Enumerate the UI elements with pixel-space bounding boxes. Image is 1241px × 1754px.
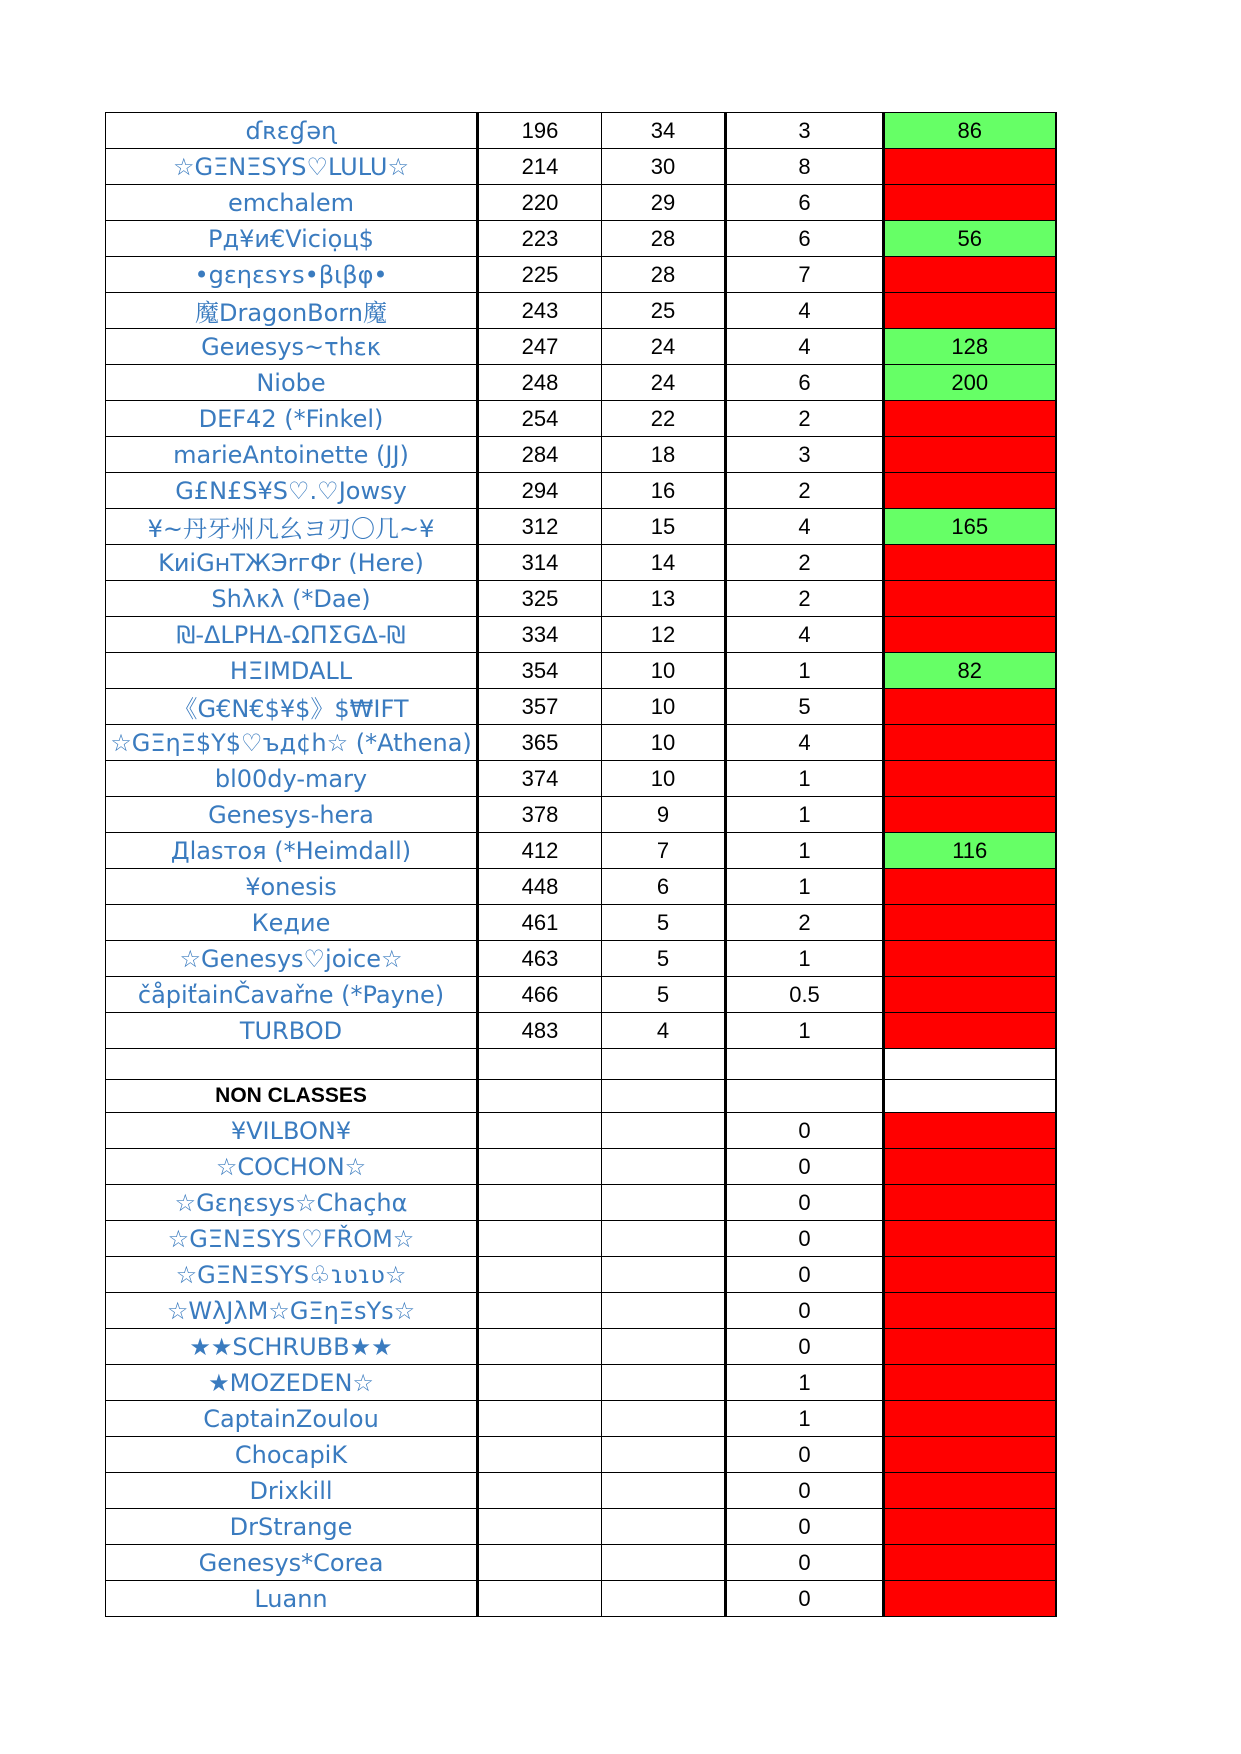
player-name: ☆GΞηΞ$Y$♡ъд¢h☆ (*Athena) bbox=[106, 725, 478, 761]
empty-cell bbox=[478, 1257, 602, 1293]
empty-cell bbox=[478, 1437, 602, 1473]
table-row bbox=[106, 725, 1056, 761]
rank-value: 365 bbox=[478, 725, 602, 761]
player-name: Luann bbox=[106, 1581, 478, 1617]
table-row bbox=[106, 905, 1056, 941]
table-row bbox=[106, 1437, 1056, 1473]
table-row bbox=[106, 509, 1056, 545]
score-cell bbox=[884, 905, 1056, 941]
score-cell bbox=[884, 1329, 1056, 1365]
empty-cell bbox=[602, 1293, 726, 1329]
player-name: ☆Genesys♡joice☆ bbox=[106, 941, 478, 977]
rank-value: 412 bbox=[478, 833, 602, 869]
table-row bbox=[106, 293, 1056, 329]
table-row bbox=[106, 401, 1056, 437]
score-cell bbox=[884, 1257, 1056, 1293]
table-row bbox=[106, 437, 1056, 473]
score-cell bbox=[884, 617, 1056, 653]
empty-cell bbox=[602, 1437, 726, 1473]
count-value: 1 bbox=[726, 833, 884, 869]
games-value: 18 bbox=[602, 437, 726, 473]
score-cell bbox=[884, 941, 1056, 977]
empty-cell bbox=[726, 1080, 884, 1113]
table-row bbox=[106, 185, 1056, 221]
score-cell bbox=[884, 257, 1056, 293]
player-name: ɗʀɛɠǝɳ bbox=[106, 113, 478, 149]
spacer-row bbox=[106, 1049, 1056, 1080]
games-value: 24 bbox=[602, 329, 726, 365]
score-cell bbox=[884, 1401, 1056, 1437]
games-value: 6 bbox=[602, 869, 726, 905]
player-name: HΞIMDALL bbox=[106, 653, 478, 689]
table-row bbox=[106, 1185, 1056, 1221]
score-cell bbox=[884, 437, 1056, 473]
empty-cell bbox=[602, 1185, 726, 1221]
games-value: 14 bbox=[602, 545, 726, 581]
count-value: 2 bbox=[726, 581, 884, 617]
count-value: 4 bbox=[726, 329, 884, 365]
table-row bbox=[106, 149, 1056, 185]
table-row bbox=[106, 1329, 1056, 1365]
rank-value: 247 bbox=[478, 329, 602, 365]
empty-cell bbox=[602, 1080, 726, 1113]
player-name: ChocapiK bbox=[106, 1437, 478, 1473]
score-cell bbox=[884, 149, 1056, 185]
games-value: 16 bbox=[602, 473, 726, 509]
rank-value: 483 bbox=[478, 1013, 602, 1049]
ranking-table bbox=[105, 112, 1057, 1617]
score-cell: 128 bbox=[884, 329, 1056, 365]
player-name: čåpiťainČavařne (*Payne) bbox=[106, 977, 478, 1013]
rank-value: 254 bbox=[478, 401, 602, 437]
player-name: Niobe bbox=[106, 365, 478, 401]
empty-cell bbox=[602, 1329, 726, 1365]
rank-value: 448 bbox=[478, 869, 602, 905]
table-row bbox=[106, 1113, 1056, 1149]
table-row bbox=[106, 1365, 1056, 1401]
section-label: NON CLASSES bbox=[106, 1080, 478, 1113]
score-cell bbox=[884, 761, 1056, 797]
table-row bbox=[106, 653, 1056, 689]
rank-value: 225 bbox=[478, 257, 602, 293]
rank-value: 334 bbox=[478, 617, 602, 653]
games-value: 25 bbox=[602, 293, 726, 329]
games-value: 34 bbox=[602, 113, 726, 149]
player-name: 《G€N€$¥$》$₩IFT bbox=[106, 689, 478, 725]
score-cell: 86 bbox=[884, 113, 1056, 149]
player-name: ★★SCHRUBB★★ bbox=[106, 1329, 478, 1365]
table-row bbox=[106, 1013, 1056, 1049]
empty-cell bbox=[478, 1581, 602, 1617]
empty-cell bbox=[478, 1185, 602, 1221]
empty-cell bbox=[602, 1149, 726, 1185]
player-name: Кедие bbox=[106, 905, 478, 941]
player-name: KиiGнTЖЭrгФr (Here) bbox=[106, 545, 478, 581]
count-value: 0 bbox=[726, 1437, 884, 1473]
count-value: 1 bbox=[726, 941, 884, 977]
games-value: 10 bbox=[602, 725, 726, 761]
table-row bbox=[106, 617, 1056, 653]
count-value: 0 bbox=[726, 1545, 884, 1581]
count-value: 6 bbox=[726, 365, 884, 401]
empty-cell bbox=[726, 1049, 884, 1080]
table-row bbox=[106, 1149, 1056, 1185]
table-row bbox=[106, 833, 1056, 869]
count-value: 1 bbox=[726, 761, 884, 797]
count-value: 0 bbox=[726, 1221, 884, 1257]
count-value: 1 bbox=[726, 1401, 884, 1437]
player-name: Pд¥и€Viciọц$ bbox=[106, 221, 478, 257]
empty-cell bbox=[602, 1049, 726, 1080]
player-name: ¥~丹牙州凡幺ヨ刃〇几~¥ bbox=[106, 509, 478, 545]
score-cell bbox=[884, 1221, 1056, 1257]
count-value: 1 bbox=[726, 1013, 884, 1049]
score-cell bbox=[884, 581, 1056, 617]
table-row bbox=[106, 257, 1056, 293]
player-name: Geиesys~τhεκ bbox=[106, 329, 478, 365]
games-value: 5 bbox=[602, 977, 726, 1013]
table-row bbox=[106, 1473, 1056, 1509]
games-value: 12 bbox=[602, 617, 726, 653]
score-cell bbox=[884, 1365, 1056, 1401]
score-cell: 82 bbox=[884, 653, 1056, 689]
rank-value: 461 bbox=[478, 905, 602, 941]
empty-cell bbox=[478, 1365, 602, 1401]
table-row bbox=[106, 545, 1056, 581]
games-value: 5 bbox=[602, 905, 726, 941]
rank-value: 374 bbox=[478, 761, 602, 797]
player-name: DrStrange bbox=[106, 1509, 478, 1545]
empty-cell bbox=[884, 1049, 1056, 1080]
rank-value: 357 bbox=[478, 689, 602, 725]
table-row bbox=[106, 221, 1056, 257]
table-row bbox=[106, 581, 1056, 617]
score-cell: 165 bbox=[884, 509, 1056, 545]
count-value: 2 bbox=[726, 545, 884, 581]
count-value: 0 bbox=[726, 1185, 884, 1221]
empty-cell bbox=[478, 1509, 602, 1545]
player-name: Genesys*Corea bbox=[106, 1545, 478, 1581]
table-row bbox=[106, 113, 1056, 149]
score-cell bbox=[884, 545, 1056, 581]
empty-cell bbox=[602, 1221, 726, 1257]
table-row bbox=[106, 689, 1056, 725]
games-value: 29 bbox=[602, 185, 726, 221]
count-value: 4 bbox=[726, 617, 884, 653]
score-cell: 116 bbox=[884, 833, 1056, 869]
rank-value: 248 bbox=[478, 365, 602, 401]
games-value: 10 bbox=[602, 761, 726, 797]
empty-cell bbox=[106, 1049, 478, 1080]
table-row bbox=[106, 797, 1056, 833]
rank-value: 378 bbox=[478, 797, 602, 833]
games-value: 10 bbox=[602, 689, 726, 725]
count-value: 2 bbox=[726, 905, 884, 941]
count-value: 6 bbox=[726, 221, 884, 257]
player-name: TURBOD bbox=[106, 1013, 478, 1049]
score-cell bbox=[884, 977, 1056, 1013]
games-value: 28 bbox=[602, 257, 726, 293]
table-row bbox=[106, 473, 1056, 509]
count-value: 1 bbox=[726, 1365, 884, 1401]
empty-cell bbox=[478, 1221, 602, 1257]
count-value: 6 bbox=[726, 185, 884, 221]
player-name: G£N£S¥S♡.♡Jowsy bbox=[106, 473, 478, 509]
score-cell bbox=[884, 689, 1056, 725]
table-row bbox=[106, 941, 1056, 977]
player-name: ₪-ΔLPHΔ-ΩΠΣGΔ-₪ bbox=[106, 617, 478, 653]
player-name: •gɛηɛsʏs•βιβφ• bbox=[106, 257, 478, 293]
empty-cell bbox=[478, 1149, 602, 1185]
games-value: 10 bbox=[602, 653, 726, 689]
player-name: ☆WλJλM☆GΞηΞsYs☆ bbox=[106, 1293, 478, 1329]
games-value: 15 bbox=[602, 509, 726, 545]
empty-cell bbox=[478, 1545, 602, 1581]
score-cell bbox=[884, 1149, 1056, 1185]
games-value: 9 bbox=[602, 797, 726, 833]
score-cell bbox=[884, 293, 1056, 329]
empty-cell bbox=[602, 1509, 726, 1545]
count-value: 1 bbox=[726, 653, 884, 689]
games-value: 13 bbox=[602, 581, 726, 617]
empty-cell bbox=[478, 1049, 602, 1080]
games-value: 24 bbox=[602, 365, 726, 401]
count-value: 0 bbox=[726, 1581, 884, 1617]
count-value: 4 bbox=[726, 293, 884, 329]
score-cell bbox=[884, 1509, 1056, 1545]
empty-cell bbox=[602, 1401, 726, 1437]
score-cell bbox=[884, 725, 1056, 761]
table-row bbox=[106, 365, 1056, 401]
count-value: 2 bbox=[726, 401, 884, 437]
table-row bbox=[106, 1293, 1056, 1329]
score-cell bbox=[884, 1013, 1056, 1049]
score-cell bbox=[884, 1185, 1056, 1221]
empty-cell bbox=[602, 1113, 726, 1149]
empty-cell bbox=[478, 1401, 602, 1437]
rank-value: 284 bbox=[478, 437, 602, 473]
player-name: bl00dy-mary bbox=[106, 761, 478, 797]
empty-cell bbox=[884, 1080, 1056, 1113]
empty-cell bbox=[478, 1293, 602, 1329]
count-value: 0.5 bbox=[726, 977, 884, 1013]
empty-cell bbox=[478, 1113, 602, 1149]
games-value: 7 bbox=[602, 833, 726, 869]
player-name: ★MOZEDEN☆ bbox=[106, 1365, 478, 1401]
score-cell bbox=[884, 185, 1056, 221]
empty-cell bbox=[478, 1080, 602, 1113]
rank-value: 312 bbox=[478, 509, 602, 545]
count-value: 4 bbox=[726, 509, 884, 545]
player-name: CaptainZoulou bbox=[106, 1401, 478, 1437]
empty-cell bbox=[602, 1581, 726, 1617]
count-value: 1 bbox=[726, 797, 884, 833]
rank-value: 466 bbox=[478, 977, 602, 1013]
table-row bbox=[106, 1401, 1056, 1437]
score-cell bbox=[884, 869, 1056, 905]
score-cell bbox=[884, 1545, 1056, 1581]
count-value: 0 bbox=[726, 1509, 884, 1545]
games-value: 4 bbox=[602, 1013, 726, 1049]
player-name: ☆GΞNΞSYS♡LULU☆ bbox=[106, 149, 478, 185]
player-name: ☆Gεηεsys☆Chaçhα bbox=[106, 1185, 478, 1221]
count-value: 3 bbox=[726, 437, 884, 473]
count-value: 1 bbox=[726, 869, 884, 905]
count-value: 0 bbox=[726, 1149, 884, 1185]
table-row bbox=[106, 977, 1056, 1013]
score-cell bbox=[884, 1293, 1056, 1329]
table-row bbox=[106, 1221, 1056, 1257]
player-name: Shλκλ (*Dae) bbox=[106, 581, 478, 617]
player-name: DEF42 (*Finkel) bbox=[106, 401, 478, 437]
rank-value: 214 bbox=[478, 149, 602, 185]
player-name: Genesys-hera bbox=[106, 797, 478, 833]
empty-cell bbox=[478, 1473, 602, 1509]
rank-value: 220 bbox=[478, 185, 602, 221]
rank-value: 354 bbox=[478, 653, 602, 689]
player-name: ☆COCHON☆ bbox=[106, 1149, 478, 1185]
player-name: ☆GΞNΞSYS♡FŘOM☆ bbox=[106, 1221, 478, 1257]
rank-value: 325 bbox=[478, 581, 602, 617]
count-value: 4 bbox=[726, 725, 884, 761]
rank-value: 196 bbox=[478, 113, 602, 149]
player-name: Дlaѕтoя (*Heimdall) bbox=[106, 833, 478, 869]
games-value: 30 bbox=[602, 149, 726, 185]
count-value: 0 bbox=[726, 1257, 884, 1293]
table-row bbox=[106, 1545, 1056, 1581]
count-value: 7 bbox=[726, 257, 884, 293]
player-name: emchalem bbox=[106, 185, 478, 221]
score-cell bbox=[884, 1473, 1056, 1509]
count-value: 2 bbox=[726, 473, 884, 509]
table-row bbox=[106, 869, 1056, 905]
empty-cell bbox=[478, 1329, 602, 1365]
score-cell bbox=[884, 797, 1056, 833]
score-cell bbox=[884, 1113, 1056, 1149]
table-row bbox=[106, 761, 1056, 797]
rank-value: 314 bbox=[478, 545, 602, 581]
empty-cell bbox=[602, 1473, 726, 1509]
rank-value: 243 bbox=[478, 293, 602, 329]
count-value: 3 bbox=[726, 113, 884, 149]
player-name: Drixkill bbox=[106, 1473, 478, 1509]
rank-value: 223 bbox=[478, 221, 602, 257]
rank-value: 294 bbox=[478, 473, 602, 509]
score-cell bbox=[884, 1581, 1056, 1617]
score-cell: 56 bbox=[884, 221, 1056, 257]
games-value: 22 bbox=[602, 401, 726, 437]
empty-cell bbox=[602, 1257, 726, 1293]
score-cell bbox=[884, 401, 1056, 437]
count-value: 0 bbox=[726, 1293, 884, 1329]
score-cell bbox=[884, 1437, 1056, 1473]
section-heading-row bbox=[106, 1080, 1056, 1113]
table-row bbox=[106, 1581, 1056, 1617]
player-name: 魔DragonBorn魔 bbox=[106, 293, 478, 329]
table-row bbox=[106, 1257, 1056, 1293]
player-name: marieAntoinette (JJ) bbox=[106, 437, 478, 473]
count-value: 0 bbox=[726, 1473, 884, 1509]
score-cell bbox=[884, 473, 1056, 509]
score-cell: 200 bbox=[884, 365, 1056, 401]
table-row bbox=[106, 329, 1056, 365]
count-value: 8 bbox=[726, 149, 884, 185]
count-value: 0 bbox=[726, 1329, 884, 1365]
games-value: 5 bbox=[602, 941, 726, 977]
count-value: 5 bbox=[726, 689, 884, 725]
player-name: ¥VILBON¥ bbox=[106, 1113, 478, 1149]
empty-cell bbox=[602, 1365, 726, 1401]
games-value: 28 bbox=[602, 221, 726, 257]
rank-value: 463 bbox=[478, 941, 602, 977]
table-row bbox=[106, 1509, 1056, 1545]
empty-cell bbox=[602, 1545, 726, 1581]
count-value: 0 bbox=[726, 1113, 884, 1149]
player-name: ☆GΞNΞSYS♧ɿʋɿʋ☆ bbox=[106, 1257, 478, 1293]
player-name: ¥onesis bbox=[106, 869, 478, 905]
